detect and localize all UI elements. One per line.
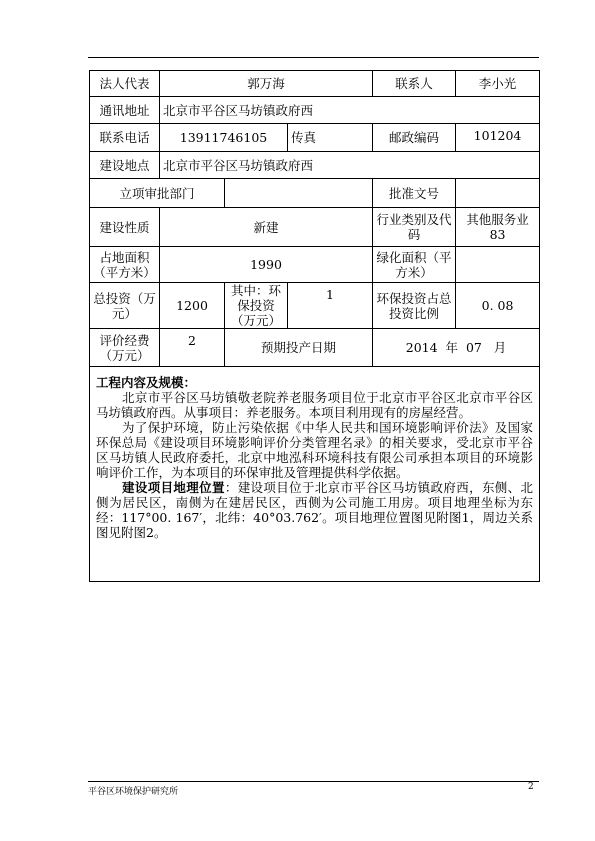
site-value: 北京市平谷区马坊镇政府西: [160, 152, 540, 179]
contact-value: 李小光: [456, 71, 540, 97]
postcode-value: 101204: [456, 124, 540, 152]
address-value: 北京市平谷区马坊镇政府西: [160, 97, 540, 124]
site-label: 建设地点: [90, 152, 160, 179]
approval-dept-value: [225, 179, 373, 208]
row-site: [90, 152, 540, 179]
postcode-label: 邮政编码: [373, 124, 456, 152]
location-text: ：建设项目位于北京市平谷区马坊镇政府西，东侧、北侧为居民区，南侧为在建居民区，西侧为公司施工用房。项目地理坐标为东经：117°00. 167′，北纬：40°03.762′。项目地理位置图见附图1，周边关系图见附图2。: [96, 480, 534, 540]
total-inv-value: 1200: [160, 283, 225, 329]
location-heading: 建设项目地理位置: [122, 480, 225, 495]
row-nature: [90, 208, 540, 247]
row-investment: [90, 283, 540, 329]
nature-value: 新建: [160, 208, 373, 247]
env-inv-label: 其中：环保投资（万元）: [225, 283, 288, 329]
row-approval: [90, 179, 540, 208]
footer-rule: [88, 781, 539, 782]
area-label: 占地面积（平方米）: [90, 247, 160, 283]
project-info-table: [89, 70, 540, 582]
contact-label: 联系人: [373, 71, 456, 97]
row-description: [90, 367, 540, 582]
nature-label: 建设性质: [90, 208, 160, 247]
row-area: [90, 247, 540, 283]
footer-org: 平谷区环境保护研究所: [88, 787, 179, 797]
phone-value: 13911746105: [160, 124, 288, 152]
env-inv-value: 1: [288, 283, 373, 329]
description-para-2: 为了保护环境，防止污染依据《中华人民共和国环境影响评价法》及国家环保总局《建设项目环境影响评价分类管理名录》的相关要求，受北京市平谷区马坊镇人民政府委托，北京中地泓科环境科技有限公司承担本项目的环境影响评价工作，为本项目的环保审批及管理提供科学依据。: [96, 420, 534, 480]
row-phone: [90, 124, 540, 152]
row-legal-rep: [90, 71, 540, 97]
description-para-3: [96, 480, 533, 540]
total-inv-label: 总投资（万元）: [90, 283, 160, 329]
fax-label: 传真: [288, 124, 373, 152]
row-eval-fee: [90, 329, 540, 367]
env-ratio-value: 0. 08: [456, 283, 540, 329]
header-rule: [88, 57, 539, 58]
description-para-1: 北京市平谷区马坊镇敬老院养老服务项目位于北京市平谷区北京市平谷区马坊镇政府西。从事项目：养老服务。本项目利用现有的房屋经营。: [96, 390, 534, 420]
address-label: 通讯地址: [90, 97, 160, 124]
eval-fee-label: 评价经费（万元）: [90, 329, 160, 367]
industry-value: 其他服务业 83: [456, 208, 540, 247]
approval-dept-label: 立项审批部门: [90, 179, 225, 208]
description-title: 工程内容及规模：: [96, 375, 197, 390]
project-description: [90, 367, 540, 582]
env-ratio-label: 环保投资占总投资比例: [373, 283, 456, 329]
legal-rep-value: 郭万海: [160, 71, 373, 97]
page-number: 2: [528, 782, 534, 792]
phone-label: 联系电话: [90, 124, 160, 152]
approval-no-value: [456, 179, 540, 208]
area-value: 1990: [160, 247, 373, 283]
prod-date-value: 2014 年 07 月: [373, 329, 540, 367]
approval-no-label: 批准文号: [373, 179, 456, 208]
eval-fee-value: 2: [160, 329, 225, 367]
industry-label: 行业类别及代码: [373, 208, 456, 247]
row-address: [90, 97, 540, 124]
legal-rep-label: 法人代表: [90, 71, 160, 97]
prod-date-label: 预期投产日期: [225, 329, 373, 367]
green-value: [456, 247, 540, 283]
green-label: 绿化面积（平方米）: [373, 247, 456, 283]
